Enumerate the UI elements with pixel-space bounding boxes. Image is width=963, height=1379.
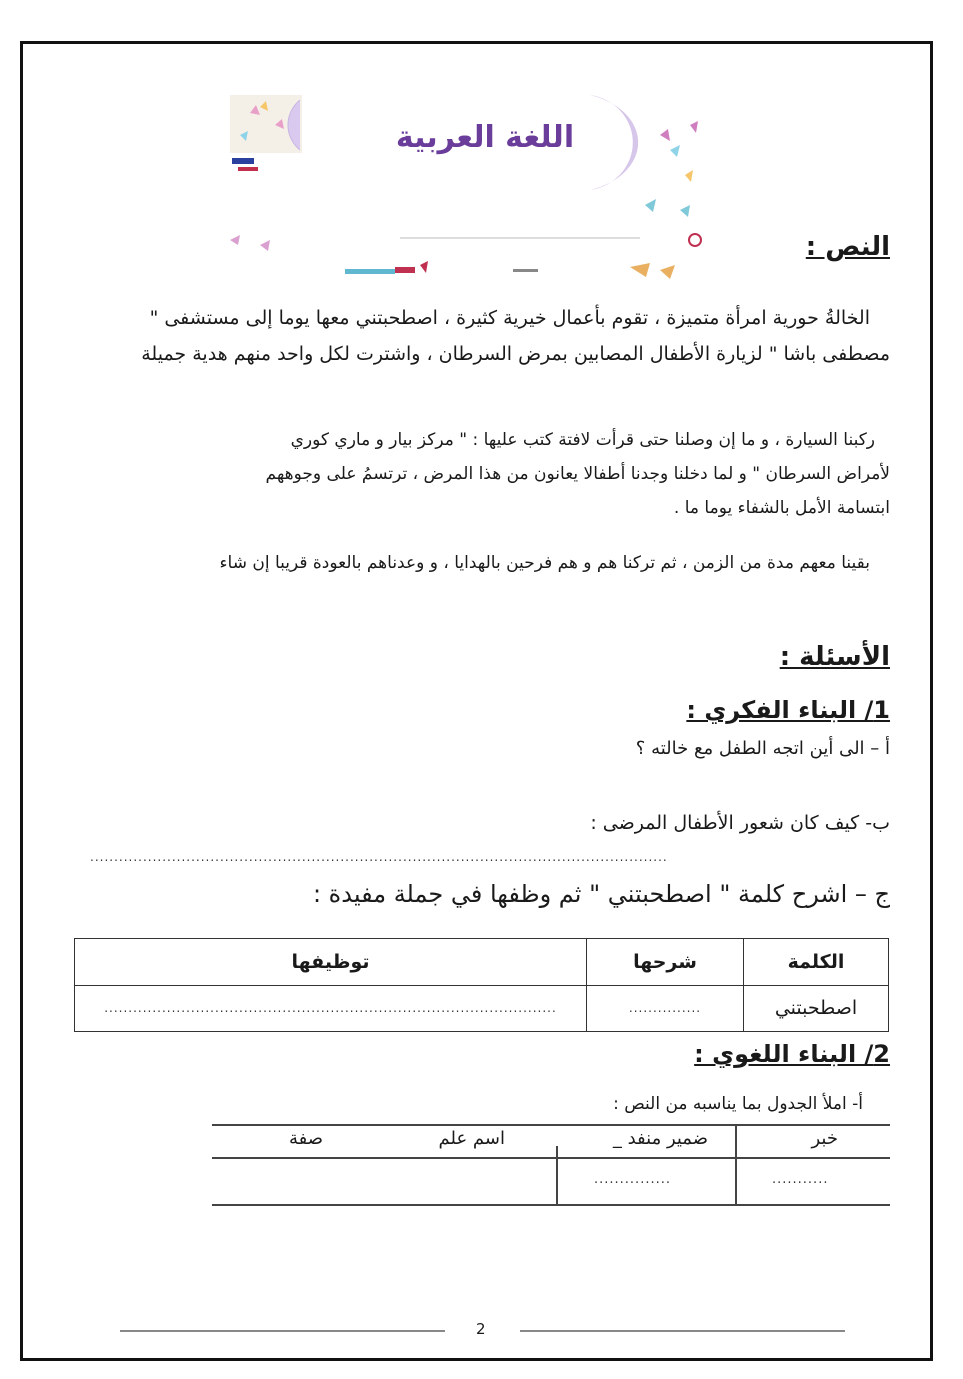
table2-header-pronoun: ضمير منفد _ <box>612 1128 708 1149</box>
question-2-a: أ- املأ الجدول بما يناسبه من النص : <box>613 1094 863 1114</box>
table2-divider-1 <box>556 1146 558 1204</box>
page-title: اللغة العربية <box>395 120 575 155</box>
table2-header-proper-noun: اسم علم <box>438 1128 505 1149</box>
footer-line-left <box>120 1330 445 1332</box>
footer-line-right <box>520 1330 845 1332</box>
page-number: 2 <box>476 1320 486 1338</box>
text-heading: النص : <box>805 232 890 262</box>
part1-heading: 1/ البناء الفكري : <box>686 696 890 724</box>
table1-cell-meaning[interactable]: ............... <box>587 985 744 1032</box>
table2-header-line <box>212 1157 890 1159</box>
table1-header-usage: توظيفها <box>75 939 587 986</box>
vocabulary-table <box>74 938 889 1032</box>
paragraph-2-line-2: لأمراض السرطان " و لما دخلنا وجدنا أطفالا يعانون من هذا المرض ، ترتسمُ على وجوههم <box>265 464 890 484</box>
paragraph-3: بقينا معهم مدة من الزمن ، ثم تركنا هم و هم فرحين بالهدايا ، و وعدناهم بالعودة قريبا إن شاء <box>219 553 870 573</box>
paragraph-2-line-3: ابتسامة الأمل بالشفاء يوما ما . <box>673 498 890 518</box>
question-a: أ – الى أين اتجه الطفل مع خالته ؟ <box>635 738 890 759</box>
table1-header-meaning: شرحها <box>587 939 744 986</box>
answer-dots-b[interactable]: ........................................................................................................................ <box>90 850 668 864</box>
table1-header-word: الكلمة <box>744 939 889 986</box>
paragraph-1-line-2: مصطفى باشا " لزيارة الأطفال المصابين بمرض السرطان ، واشترت لكل واحد منهم هدية جميلة <box>141 343 890 365</box>
questions-heading: الأسئلة : <box>779 642 890 672</box>
table1-cell-usage[interactable]: .............................................................................................. <box>75 985 587 1032</box>
paragraph-2-line-1: ركبنا السيارة ، و ما إن وصلنا حتى قرأت لافتة كتب عليها : " مركز بيار و ماري كوري <box>290 430 875 450</box>
question-c: ج – اشرح كلمة " اصطحبتني " ثم وظفها في جملة مفيدة : <box>312 880 890 908</box>
part2-heading: 2/ البناء اللغوي : <box>694 1040 890 1068</box>
table2-cell-predicate[interactable]: ........... <box>772 1172 829 1187</box>
table2-header-predicate: خبر <box>811 1128 838 1149</box>
table2-bottom-line <box>212 1204 890 1206</box>
table1-cell-word: اصطحبتني <box>744 985 889 1032</box>
table2-cell-pronoun[interactable]: ............... <box>594 1172 671 1187</box>
question-b: ب- كيف كان شعور الأطفال المرضى : <box>590 812 890 834</box>
table2-divider-2 <box>735 1124 737 1204</box>
paragraph-1-line-1: الخالةُ حورية امرأة متميزة ، تقوم بأعمال خيرية كثيرة ، اصطحبتني معها يوما إلى مستشفى " <box>149 307 870 329</box>
table2-top-line <box>212 1124 890 1126</box>
table2-header-adjective: صفة <box>288 1128 323 1149</box>
